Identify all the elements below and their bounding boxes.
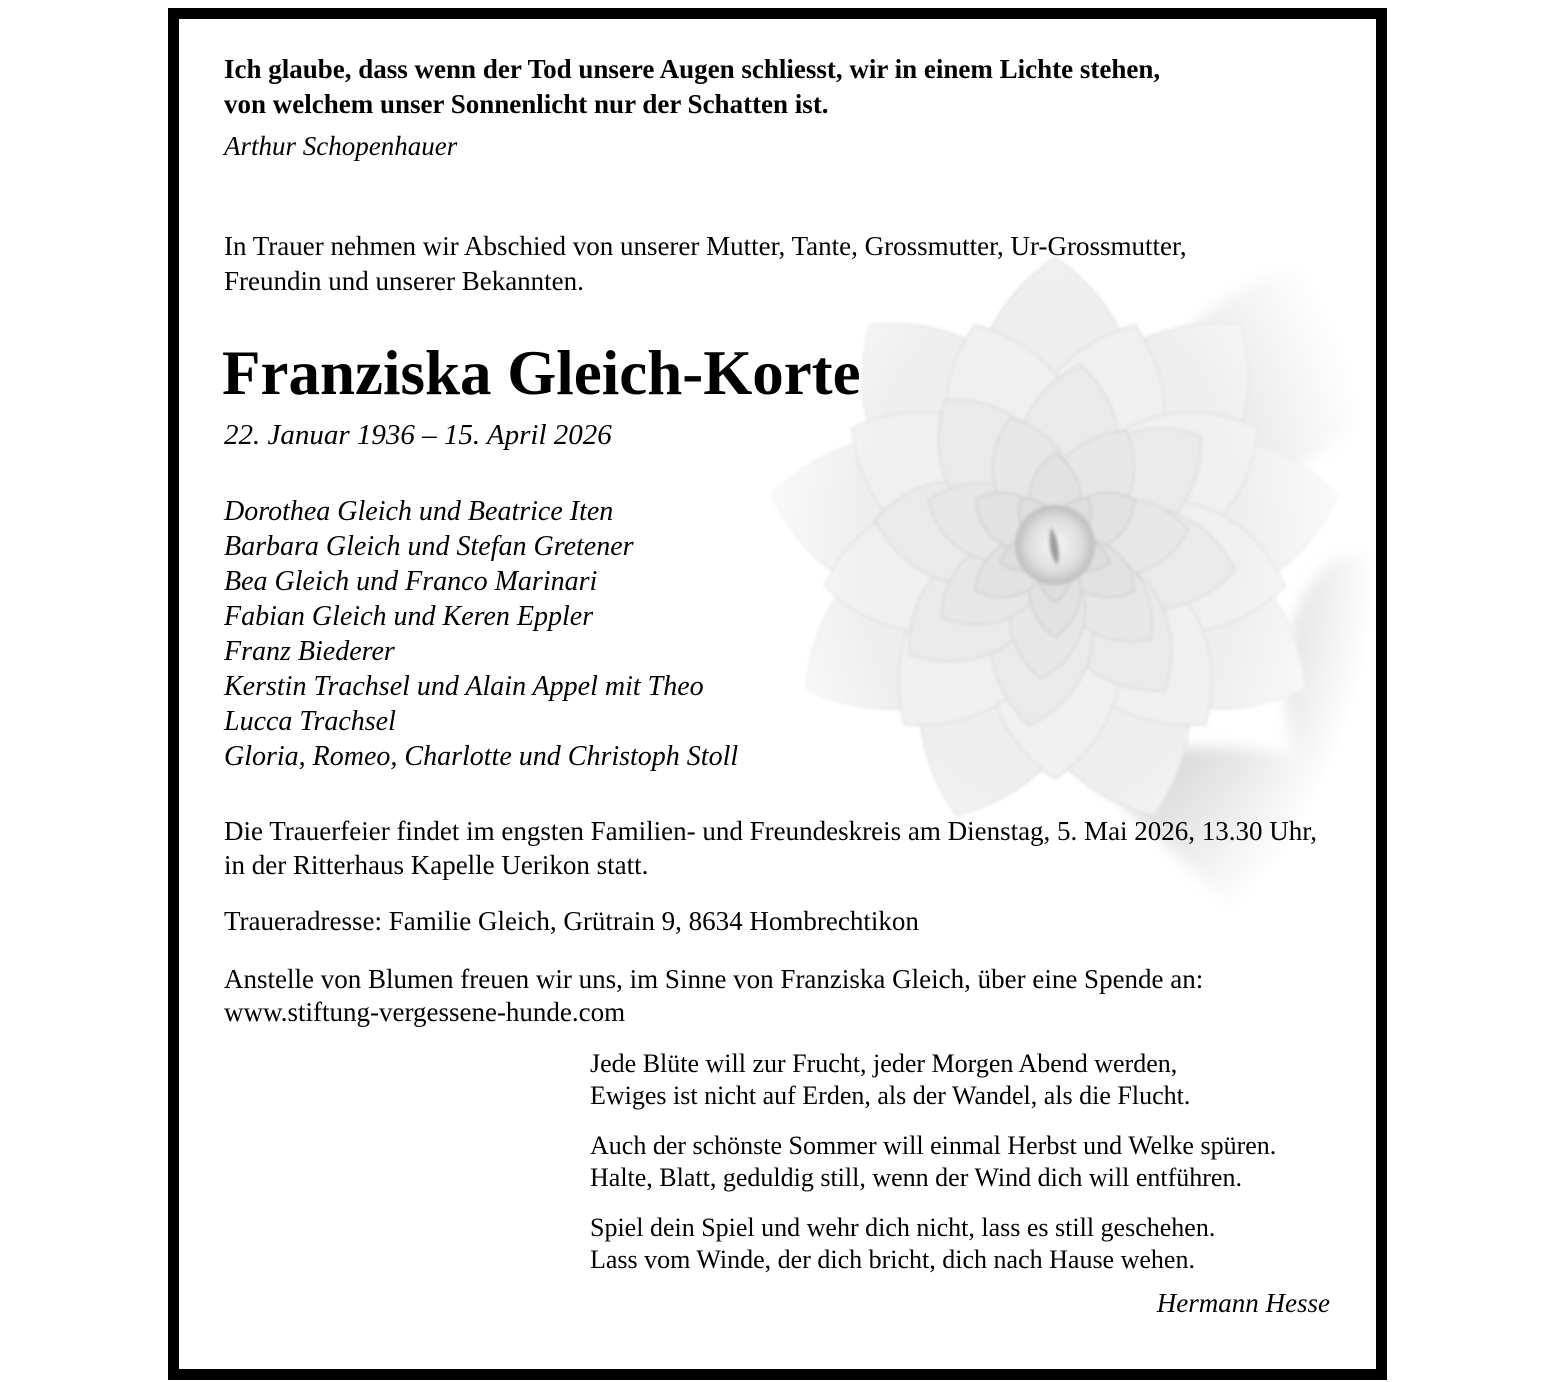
- poem-stanza: [590, 1048, 1276, 1112]
- poem-line: Halte, Blatt, geduldig still, wenn der Wind dich will entführen.: [590, 1163, 1242, 1192]
- donation-info: [224, 963, 1203, 1029]
- mourner-item: Franz Biederer: [224, 636, 395, 667]
- donation-url: www.stiftung-vergessene-hunde.com: [224, 997, 626, 1027]
- mourner-item: Dorothea Gleich und Beatrice Iten: [224, 496, 614, 527]
- poem-line: Auch der schönste Sommer will einmal Herbst und Welke spüren.: [590, 1131, 1277, 1160]
- service-info: [224, 814, 1317, 882]
- opening-quote: [224, 52, 1160, 122]
- service-line: Die Trauerfeier findet im engsten Familien- und Freundeskreis am Dienstag, 5. Mai 2026, 13.30 Uhr,: [224, 816, 1317, 846]
- mourner-item: Barbara Gleich und Stefan Gretener: [224, 531, 634, 562]
- donation-line: Anstelle von Blumen freuen wir uns, im Sinne von Franziska Gleich, über eine Spende an:: [224, 964, 1204, 994]
- memorial-poem: [590, 1048, 1276, 1294]
- poem-author: Hermann Hesse: [1156, 1288, 1330, 1318]
- life-dates: 22. Januar 1936 – 15. April 2026: [224, 419, 612, 451]
- condolence-address: Traueradresse: Familie Gleich, Grütrain 9, 8634 Hombrechtikon: [224, 906, 919, 936]
- poem-line: Jede Blüte will zur Frucht, jeder Morgen Abend werden,: [590, 1049, 1178, 1078]
- quote-author: Arthur Schopenhauer: [224, 131, 458, 161]
- intro-line: In Trauer nehmen wir Abschied von unserer Mutter, Tante, Grossmutter, Ur-Grossmutter,: [224, 231, 1187, 261]
- poem-line: Spiel dein Spiel und wehr dich nicht, lass es still geschehen.: [590, 1213, 1216, 1242]
- mourners-list: [224, 494, 738, 774]
- mourner-item: Bea Gleich und Franco Marinari: [224, 566, 598, 597]
- poem-stanza: [590, 1212, 1276, 1276]
- intro-paragraph: [224, 229, 1187, 299]
- mourner-item: Fabian Gleich und Keren Eppler: [224, 601, 594, 632]
- mourner-item: Lucca Trachsel: [224, 706, 396, 737]
- poem-line: Ewiges ist nicht auf Erden, als der Wandel, als die Flucht.: [590, 1081, 1191, 1110]
- service-line: in der Ritterhaus Kapelle Uerikon statt.: [224, 850, 649, 880]
- mourner-item: Gloria, Romeo, Charlotte und Christoph Stoll: [224, 741, 739, 772]
- poem-line: Lass vom Winde, der dich bricht, dich nach Hause wehen.: [590, 1245, 1195, 1274]
- quote-line: von welchem unser Sonnenlicht nur der Schatten ist.: [224, 89, 829, 119]
- quote-line: Ich glaube, dass wenn der Tod unsere Augen schliesst, wir in einem Lichte stehen,: [224, 54, 1161, 84]
- poem-stanza: [590, 1130, 1276, 1194]
- mourner-item: Kerstin Trachsel und Alain Appel mit Theo: [224, 671, 704, 702]
- deceased-name: Franziska Gleich-Korte: [222, 338, 861, 408]
- intro-line: Freundin und unserer Bekannten.: [224, 266, 584, 296]
